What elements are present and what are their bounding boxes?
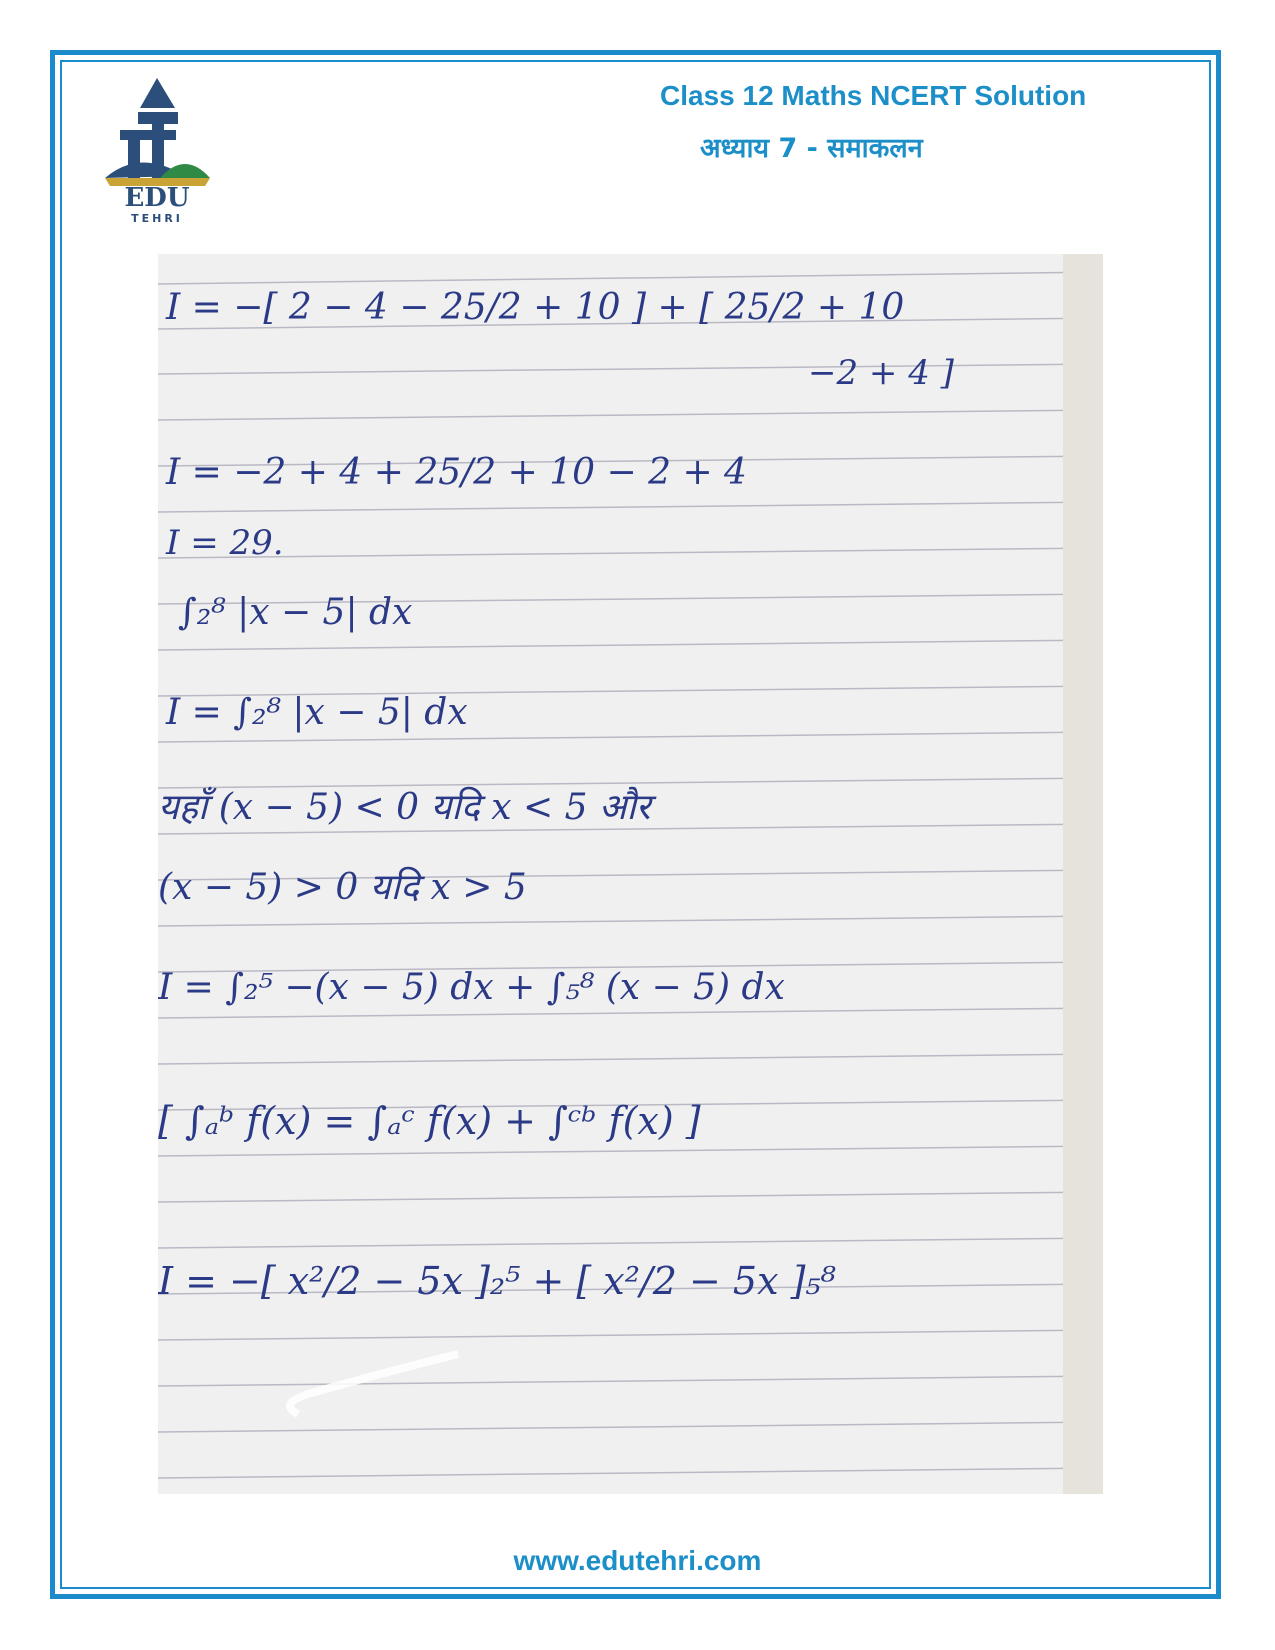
page-title: Class 12 Maths NCERT Solution [660,80,1087,111]
hw-line-1b: −2 + 4 ] [808,353,954,393]
hw-line-10: I = −[ x²/2 − 5x ]₂⁵ + [ x²/2 − 5x ]₅⁸ [158,1259,836,1303]
chapter-subtitle: अध्याय 7 - समाकलन [700,133,923,164]
logo-subtext: TEHRI [131,212,183,225]
hw-line-8: I = ∫₂⁵ −(x − 5) dx + ∫₅⁸ (x − 5) dx [158,967,785,1008]
hw-line-1a: I = −[ 2 − 4 − 25/2 + 10 ] + [ 25/2 + 10 [166,287,905,328]
footer-url[interactable]: www.edutehri.com [513,1545,762,1576]
handwritten-notebook-photo [158,254,1103,1494]
hw-line-2: I = −2 + 4 + 25/2 + 10 − 2 + 4 [166,452,747,493]
hw-line-4: ∫₂⁸ |x − 5| dx [178,592,413,633]
hw-line-7: (x − 5) > 0 यदि x > 5 [158,867,527,908]
edutehri-logo [100,78,220,228]
hw-line-3: I = 29. [166,523,284,563]
hw-line-5: I = ∫₂⁸ |x − 5| dx [166,692,468,733]
hw-line-6: यहाँ (x − 5) < 0 यदि x < 5 और [158,787,651,828]
hw-line-9: [ ∫ₐᵇ f(x) = ∫ₐᶜ f(x) + ∫ᶜᵇ f(x) ] [158,1099,701,1143]
logo-text: EDU [124,183,190,213]
page-edge-shadow [1063,254,1103,1494]
